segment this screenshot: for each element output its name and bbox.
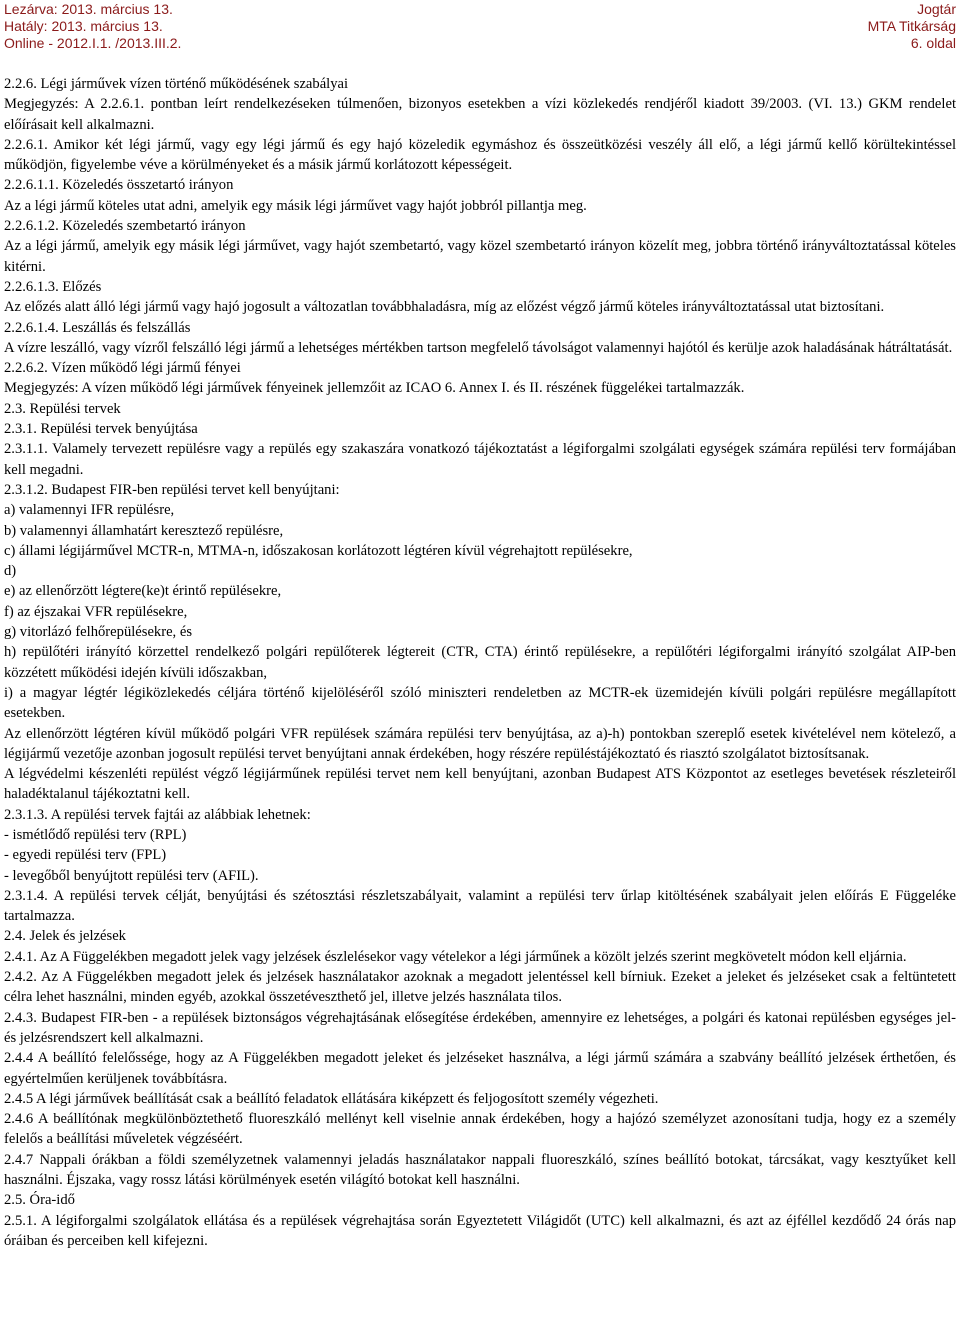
paragraph: Az előzés alatt álló légi jármű vagy hajó jogosult a változatlan továbbhaladásra, míg az előzést végző jármű köteles irányváltoztatással utat biztosítani. [4, 299, 885, 316]
paragraph: b) valamennyi államhatárt keresztező repülésre, [4, 522, 284, 539]
effective-date: Hatály: 2013. március 13. [4, 18, 163, 34]
paragraph: 2.2.6.1.4. Leszállás és felszállás [4, 319, 191, 336]
paragraph: 2.2.6.2. Vízen működő légi jármű fényei [4, 360, 241, 377]
header-left-block [4, 1, 181, 52]
paragraph: g) vitorlázó felhőrepülésekre, és [4, 624, 193, 641]
paragraph: A vízre leszálló, vagy vízről felszálló légi jármű a lehetséges mértékben tartson megfelelő távolságot valamennyi hajótól és kerülje azok haladásának hátráltatását. [4, 339, 953, 356]
paragraph: Az a légi jármű, amelyik egy másik légi járművet, vagy hajót szembetartó, vagy közel szembetartó irányon közelít meg, jobbra történő irányváltoztatással köteles kitérni. [4, 238, 956, 275]
document-body [4, 74, 956, 1251]
paragraph: 2.3. Repülési tervek [4, 400, 121, 417]
paragraph: f) az éjszakai VFR repülésekre, [4, 603, 188, 620]
paragraph: - egyedi repülési terv (FPL) [4, 847, 167, 864]
paragraph: 2.4.2. Az A Függelékben megadott jelek és jelzések használatakor azoknak a megadott jelentéssel kell bírniuk. Ezeket a jeleket és jelzéseket csak a feltüntetett célra lehet használni, minden egyéb, azokkal összetéveszthető jel, illetve jelzés használata tilos. [4, 969, 956, 1006]
organization-name: MTA Titkárság [867, 18, 956, 34]
paragraph: i) a magyar légtér légiközlekedés céljára történő kijelöléséről szóló miniszteri rendeletben az MCTR-ek üzemidején kívüli polgári repülésre megállapított esetekben. [4, 684, 956, 722]
paragraph: - levegőből benyújtott repülési terv (AFIL). [4, 867, 259, 884]
paragraph: 2.4.4 A beállító felelőssége, hogy az A Függelékben megadott jeleket és jelzéseket használva, a légi jármű számára a szabvány beállító jelzések érthetően, és egyértelműen kerüljenek továbbításra. [4, 1050, 956, 1087]
paragraph: Megjegyzés: A vízen működő légi járművek fényeinek jellemzőit az ICAO 6. Annex I. és II. részének függelékei tartalmazzák. [4, 380, 745, 397]
closing-date: Lezárva: 2013. március 13. [4, 1, 173, 17]
paragraph: 2.2.6.1.1. Közeledés összetartó irányon [4, 177, 234, 194]
paragraph: 2.4.3. Budapest FIR-ben - a repülések biztonságos végrehajtásának elősegítése érdekében, amennyire ez lehetséges, a polgári és katonai repülésben egységes jel- és jelzésrendszert kell alkalmazni. [4, 1009, 956, 1046]
paragraph: 2.2.6.1.2. Közeledés szembetartó irányon [4, 218, 246, 235]
paragraph: 2.4.1. Az A Függelékben megadott jelek vagy jelzések észlelésekor vagy vételekor a légi járműnek a közölt jelzés szerint megkövetelt módon kell eljárnia. [4, 948, 907, 965]
paragraph: 2.4. Jelek és jelzések [4, 928, 126, 945]
paragraph: 2.2.6. Légi járművek vízen történő működésének szabályai [4, 76, 349, 92]
paragraph: 2.3.1. Repülési tervek benyújtása [4, 421, 198, 438]
paragraph: 2.2.6.1. Amikor két légi jármű, vagy egy légi jármű és egy hajó közeledik egymáshoz és összeütközési veszély áll elő, a légi jármű kellő körültekintéssel működjön, figyelembe véve a körülményeket és a másik jármű korlátozott képességeit. [4, 136, 956, 174]
page-header [0, 0, 960, 56]
online-version: Online - 2012.I.1. /2013.III.2. [4, 35, 182, 51]
paragraph: c) állami légijárművel MCTR-n, MTMA-n, időszakosan korlátozott légtéren kívül végrehajtott repülésekre, [4, 542, 633, 559]
paragraph: Az ellenőrzött légtéren kívül működő polgári VFR repülések számára repülési terv benyújtása, az a)-h) pontokban szereplő esetek kivételével nem kötelező, a légijármű vezetője azonban jogosult repülési tervet benyújtani annak érdekében, hogy részére repüléstájékoztató és riasztó szolgálatot biztosítsanak. [4, 725, 956, 762]
paragraph: a) valamennyi IFR repülésre, [4, 502, 175, 519]
paragraph: 2.4.7 Nappali órákban a földi személyzetnek valamennyi jeladás használatakor nappali fluoreszkáló, színes beállító botokat, tárcsákat, vagy kesztyűket kell használni. Éjszaka, vagy rossz látási körülmények esetén világító botokat kell használni. [4, 1151, 956, 1189]
paragraph: Az a légi jármű köteles utat adni, amelyik egy másik légi járművet vagy hajót jobbról pillantja meg. [4, 197, 587, 214]
paragraph: 2.3.1.2. Budapest FIR-ben repülési tervet kell benyújtani: [4, 481, 340, 498]
paragraph: 2.5.1. A légiforgalmi szolgálatok ellátása és a repülések végrehajtása során Egyeztetett Világidőt (UTC) kell alkalmazni, és azt az éjféllel kezdődő 24 órás nap óráiban és perceiben kell kifejezni. [4, 1212, 956, 1249]
paragraph: d) [4, 563, 17, 580]
paragraph: Megjegyzés: A 2.2.6.1. pontban leírt rendelkezéseken túlmenően, bizonyos esetekben a vízi közlekedés rendjéről kiadott 39/2003. (VI. 13.) GKM rendelet előírásait kell alkalmazni. [4, 96, 956, 133]
paragraph: 2.4.5 A légi járművek beállítását csak a beállító feladatok ellátására kiképzett és feljogosított személy végezheti. [4, 1090, 659, 1107]
paragraph: e) az ellenőrzött légtere(ke)t érintő repülésekre, [4, 583, 282, 600]
source-name: Jogtár [917, 1, 956, 17]
paragraph: 2.3.1.4. A repülési tervek célját, benyújtási és szétosztási részletszabályait, valamint a repülési terv űrlap kitöltésének szabályait jelen előírás E Függeléke tartalmazza. [4, 887, 956, 925]
paragraph: 2.3.1.3. A repülési tervek fajtái az alábbiak lehetnek: [4, 806, 311, 823]
paragraph: 2.3.1.1. Valamely tervezett repülésre vagy a repülés egy szakaszára vonatkozó tájékoztatást a légiforgalmi szolgálati egységek számára repülési terv formájában kell megadni. [4, 441, 956, 478]
header-right-block [868, 1, 956, 52]
paragraph: 2.5. Óra-idő [4, 1192, 75, 1209]
paragraph: - ismétlődő repülési terv (RPL) [4, 826, 187, 843]
page-number: 6. oldal [910, 35, 956, 51]
paragraph: h) repülőtéri irányító körzettel rendelkező polgári repülőterek légtereit (CTR, CTA) érintő repülésekre, a repülőtéri légiforgalmi irányító szolgálat AIP-ben közzétett működési idején kívüli időszakban, [4, 644, 956, 681]
paragraph: A légvédelmi készenléti repülést végző légijárműnek repülési tervet nem kell benyújtani, azonban Budapest ATS Központot az esetleges bevetések részleteiről haladéktalanul tájékoztatni kell. [4, 766, 956, 803]
paragraph: 2.2.6.1.3. Előzés [4, 278, 102, 295]
paragraph: 2.4.6 A beállítónak megkülönböztethető fluoreszkáló mellényt kell viselnie annak érdekében, hogy a hajózó személyzet azonosítani tudja, hogy ez a személy felelős a beállítási műveletek végzéséért. [4, 1111, 956, 1148]
